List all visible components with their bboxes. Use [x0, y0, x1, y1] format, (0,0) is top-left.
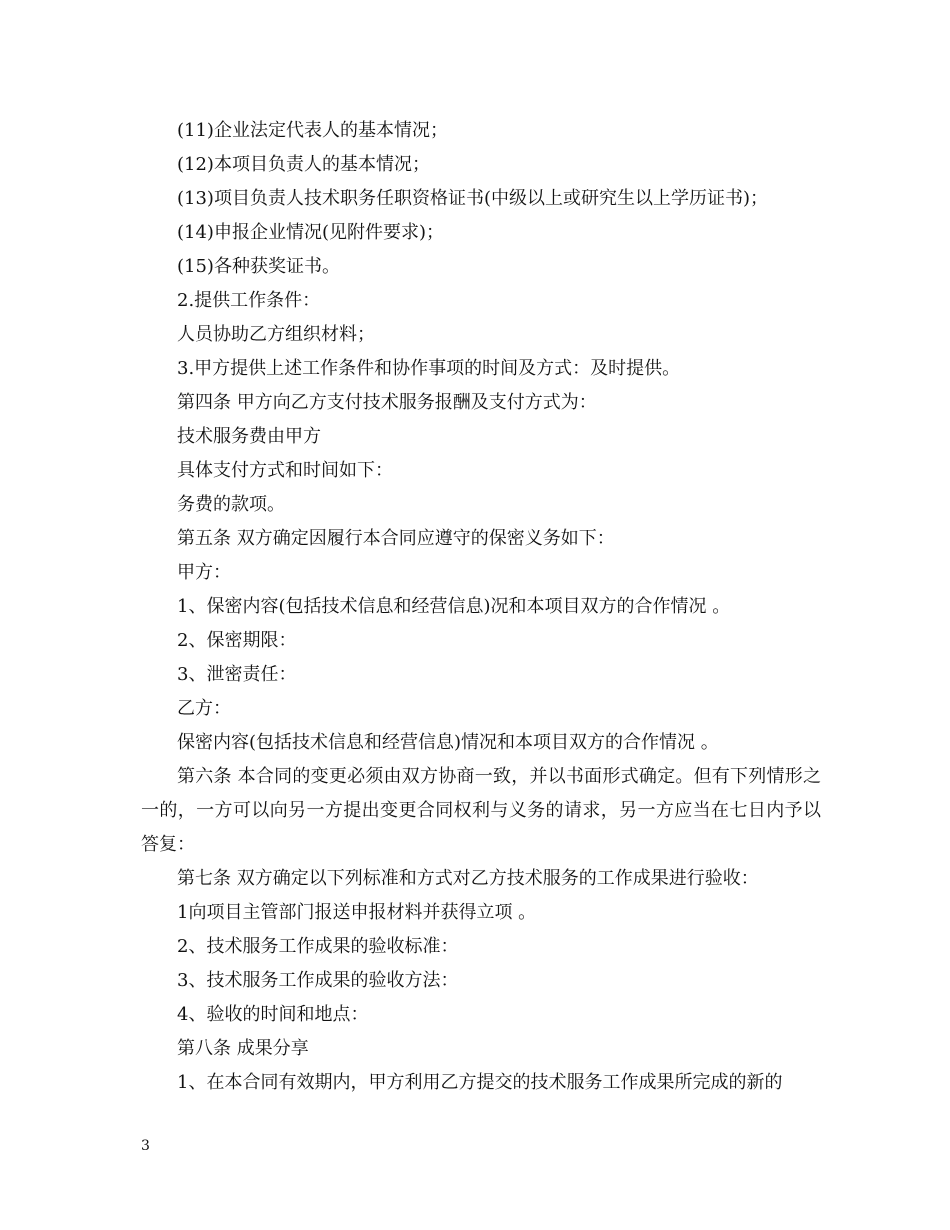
text-line: (11)企业法定代表人的基本情况；	[177, 120, 448, 141]
article-heading: 第四条 甲方向乙方支付技术服务报酬及支付方式为：	[177, 392, 597, 413]
text-line: 甲方：	[177, 562, 231, 583]
text-line: 技术服务费由甲方	[177, 426, 321, 447]
text-line: 2.提供工作条件：	[177, 290, 321, 311]
text-line: 1向项目主管部门报送申报材料并获得立项 。	[177, 902, 537, 923]
document-body	[141, 114, 821, 1100]
article-six-paragraph: 第六条 本合同的变更必须由双方协商一致，并以书面形式确定。但有下列情形之一的，一方可以向另一方提出变更合同权利与义务的请求，另一方应当在七日内予以答复：	[141, 766, 821, 855]
text-line: 3、泄密责任：	[177, 664, 297, 685]
text-line: 务费的款项。	[177, 494, 285, 515]
text-line: 乙方：	[177, 698, 231, 719]
text-line: 人员协助乙方组织材料；	[177, 324, 375, 345]
text-line: 2、技术服务工作成果的验收标准：	[177, 936, 459, 957]
article-heading: 第七条 双方确定以下列标准和方式对乙方技术服务的工作成果进行验收：	[177, 868, 759, 889]
text-line: 3、技术服务工作成果的验收方法：	[177, 970, 459, 991]
text-line: (13)项目负责人技术职务任职资格证书(中级以上或研究生以上学历证书)；	[177, 188, 768, 209]
article-heading: 第八条 成果分享	[177, 1038, 309, 1059]
text-line: 1、保密内容(包括技术信息和经营信息)况和本项目双方的合作情况 。	[177, 596, 731, 617]
article-heading: 第五条 双方确定因履行本合同应遵守的保密义务如下：	[177, 528, 615, 549]
text-line: (15)各种获奖证书。	[177, 256, 340, 277]
text-line: 4、验收的时间和地点：	[177, 1004, 369, 1025]
text-line: (14)申报企业情况(见附件要求)；	[177, 222, 444, 243]
text-line: (12)本项目负责人的基本情况；	[177, 154, 430, 175]
text-line: 1、在本合同有效期内，甲方利用乙方提交的技术服务工作成果所完成的新的	[177, 1072, 783, 1093]
text-line: 保密内容(包括技术信息和经营信息)情况和本项目双方的合作情况 。	[177, 732, 719, 753]
text-line: 具体支付方式和时间如下：	[177, 460, 393, 481]
text-line: 3.甲方提供上述工作条件和协作事项的时间及方式：及时提供。	[177, 358, 681, 379]
text-line: 2、保密期限：	[177, 630, 297, 651]
page-number: 3	[141, 1138, 150, 1154]
